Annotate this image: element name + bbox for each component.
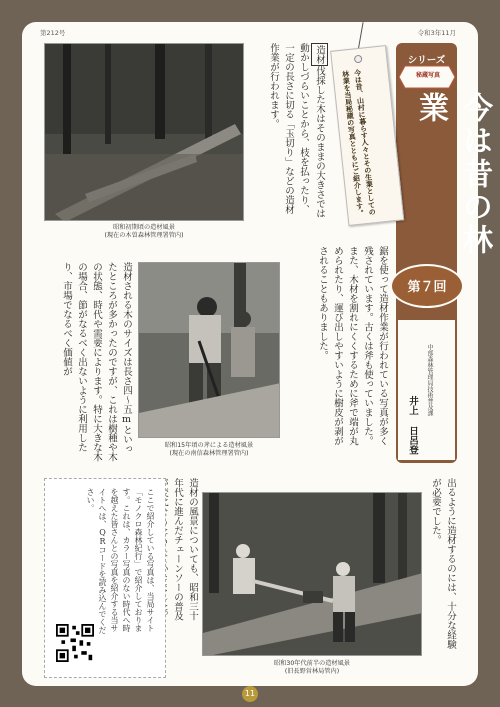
caption-line1: 昭和15年頃の斧による造材風景 xyxy=(164,442,254,449)
body-experience-text: 出るように造材するのには、十分な経験が必要でした。 xyxy=(430,478,456,649)
body-size-text: 造材される木のサイズは長さ四〜五mといったところが多かったのですが、これは樹種や木の状態、時代や需要によります。特に大きな木の場合、節がなるべく出ないように利用したり、市場でなるべく価値が xyxy=(61,262,132,462)
photo-showa15-axe xyxy=(138,262,280,438)
caption-line1: 昭和初期頃の造材風景 xyxy=(113,224,175,231)
series-label: シリーズ xyxy=(407,55,446,66)
section-heading-zouzai: 造材 xyxy=(311,43,328,66)
photo-showa15-caption xyxy=(138,442,280,458)
body-experience-column xyxy=(424,478,458,658)
issue-date: 令和3年11月 xyxy=(417,29,456,37)
axe-workers-image xyxy=(139,263,280,438)
author-name: 井上 日呂登 xyxy=(407,396,418,455)
qr-code-icon[interactable] xyxy=(56,624,94,662)
episode-number: 第７回 xyxy=(407,280,447,295)
caption-line2: (現在の南信森林管理署管内) xyxy=(169,450,249,457)
body-saw-column xyxy=(286,246,390,446)
body-saw-text: 鋸を使って造材作業が行われている写真が多く残されています。古くは斧も使っていました。また、木材を割れにくくするために斧で端が丸められたり、運び出しやすいように樹皮が剥がされることもありました。 xyxy=(317,246,388,446)
photo-early-showa-caption xyxy=(44,224,244,240)
page-number: 11 xyxy=(242,686,258,702)
series-title: 今は昔の林業 xyxy=(413,92,492,257)
photo-showa30s-caption xyxy=(202,660,422,676)
caption-line2: (現在の木曽森林管理署管内) xyxy=(104,232,184,239)
author-affiliation: 中部森林管理局技術普及課 xyxy=(426,344,433,416)
photo-showa30s-chainsaw xyxy=(202,492,422,656)
intro-tag-text: 今は昔、山村に暮らす人々とその生業としての林業を当局秘蔵の写真とともにご紹介します。 xyxy=(341,68,377,218)
body-size-column xyxy=(44,262,134,462)
caption-line1: 昭和30年代前半の造材風景 xyxy=(274,660,350,667)
tag-hole xyxy=(354,55,363,64)
chainsaw-workers-image xyxy=(203,493,422,656)
caption-line2: (旧長野営林局管内) xyxy=(284,668,340,675)
section-zouzai-text: 伐採した木はそのままの大きさでは動かしづらいことから、枝を払ったり、一定の長さに切る「玉切り」などの造材作業が行われます。 xyxy=(268,43,325,218)
website-info-text: ここで紹介している写真は、当局サイト「モノクロ森林紀行」で紹介しております。これは、カラー写真のない時代へ時を越えた皆さんとの写真を紹介する当サイトへは、QRコードを読み込んでください。 xyxy=(86,488,155,634)
secret-photo-badge: 秘蔵写真 xyxy=(415,72,440,79)
photo-early-showa xyxy=(44,43,244,221)
section-zouzai-column xyxy=(252,43,328,221)
forest-logs-image xyxy=(45,44,244,221)
issue-number: 第212号 xyxy=(40,29,66,37)
body-chainsaw-text: 造材の風景についても、昭和三十年代に進んだチェーンソーの普及 xyxy=(172,478,198,621)
